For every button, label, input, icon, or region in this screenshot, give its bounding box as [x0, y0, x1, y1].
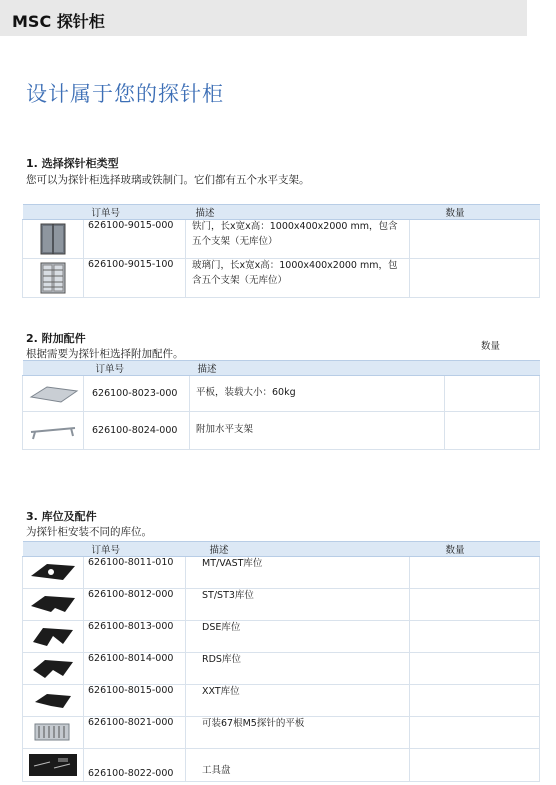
col-qty-header: 数量	[410, 542, 540, 557]
quantity-cell[interactable]	[445, 376, 540, 412]
table-row	[23, 557, 540, 589]
steel-cabinet-icon	[40, 223, 66, 255]
section2-desc: 根据需要为探针柜选择附加配件。	[26, 348, 184, 360]
section3-title: 3. 库位及配件	[26, 510, 97, 523]
quantity-cell[interactable]	[410, 621, 540, 653]
order-number: 626100-8012-000	[84, 589, 186, 621]
storage-table	[22, 541, 540, 782]
table-header-row	[23, 542, 540, 557]
table-row	[23, 717, 540, 749]
accessories-table	[22, 360, 540, 450]
item-description: 可装67根M5探针的平板	[186, 717, 410, 749]
probe-holder-icon	[29, 624, 77, 648]
quantity-cell[interactable]	[410, 220, 540, 259]
table-row	[23, 412, 540, 450]
page-title: 设计属于您的探针柜	[26, 82, 224, 106]
quantity-cell[interactable]	[445, 412, 540, 450]
quantity-cell[interactable]	[410, 259, 540, 298]
table-row	[23, 749, 540, 782]
item-description: 铁门，长x宽x高：1000x400x2000 mm，包含五个支架（无库位）	[186, 220, 410, 259]
col-desc-header: 描述	[186, 542, 410, 557]
order-number: 626100-8015-000	[84, 685, 186, 717]
order-number: 626100-8022-000	[84, 749, 186, 782]
section1-desc: 您可以为探针柜选择玻璃或铁制门。它们都有五个水平支架。	[26, 174, 310, 186]
item-description: ST/ST3库位	[186, 589, 410, 621]
section2-title: 2. 附加配件	[26, 332, 86, 345]
quantity-cell[interactable]	[410, 685, 540, 717]
item-description: 玻璃门，长x宽x高：1000x400x2000 mm，包含五个支架（无库位）	[186, 259, 410, 298]
probe-holder-icon	[29, 592, 77, 616]
col-qty-header: 数量	[410, 205, 540, 220]
probe-holder-icon	[29, 688, 77, 712]
quantity-cell[interactable]	[410, 557, 540, 589]
order-number: 626100-9015-000	[84, 220, 186, 259]
section1-title: 1. 选择探针柜类型	[26, 157, 119, 170]
table-row	[23, 220, 540, 259]
col-desc-header: 描述	[186, 205, 410, 220]
table-header-row	[23, 205, 540, 220]
col-order-header: 订单号	[84, 205, 186, 220]
glass-cabinet-icon	[40, 262, 66, 294]
tool-tray-icon	[28, 752, 78, 778]
item-description: 附加水平支架	[190, 412, 445, 450]
col-order-header: 订单号	[84, 542, 186, 557]
order-number: 626100-8024-000	[84, 412, 190, 450]
col-qty-header: 数量	[481, 341, 501, 352]
item-description: XXT库位	[186, 685, 410, 717]
order-number: 626100-8023-000	[84, 376, 190, 412]
col-order-header: 订单号	[84, 361, 190, 376]
order-number: 626100-8011-010	[84, 557, 186, 589]
cabinet-type-table	[22, 204, 540, 298]
quantity-cell[interactable]	[410, 653, 540, 685]
table-row	[23, 589, 540, 621]
shelf-board-icon	[27, 383, 79, 405]
order-number: 626100-9015-100	[84, 259, 186, 298]
order-number: 626100-8013-000	[84, 621, 186, 653]
item-description: 平板，装载大小：60kg	[190, 376, 445, 412]
probe-holder-icon	[29, 656, 77, 680]
order-number: 626100-8014-000	[84, 653, 186, 685]
m5-probe-plate-icon	[29, 720, 77, 744]
table-row	[23, 259, 540, 298]
quantity-cell[interactable]	[410, 717, 540, 749]
item-description: RDS库位	[186, 653, 410, 685]
order-number: 626100-8021-000	[84, 717, 186, 749]
header-title: MSC 探针柜	[12, 12, 105, 31]
table-row	[23, 653, 540, 685]
table-row	[23, 621, 540, 653]
item-description: MT/VAST库位	[186, 557, 410, 589]
item-description: 工具盘	[186, 749, 410, 782]
quantity-cell[interactable]	[410, 589, 540, 621]
quantity-cell[interactable]	[410, 749, 540, 782]
table-header-row	[23, 361, 540, 376]
probe-holder-icon	[29, 560, 77, 584]
col-desc-header: 描述	[190, 361, 445, 376]
horizontal-bracket-icon	[27, 420, 79, 442]
table-row	[23, 376, 540, 412]
section3-desc: 为探针柜安装不同的库位。	[26, 526, 152, 538]
item-description: DSE库位	[186, 621, 410, 653]
table-row	[23, 685, 540, 717]
